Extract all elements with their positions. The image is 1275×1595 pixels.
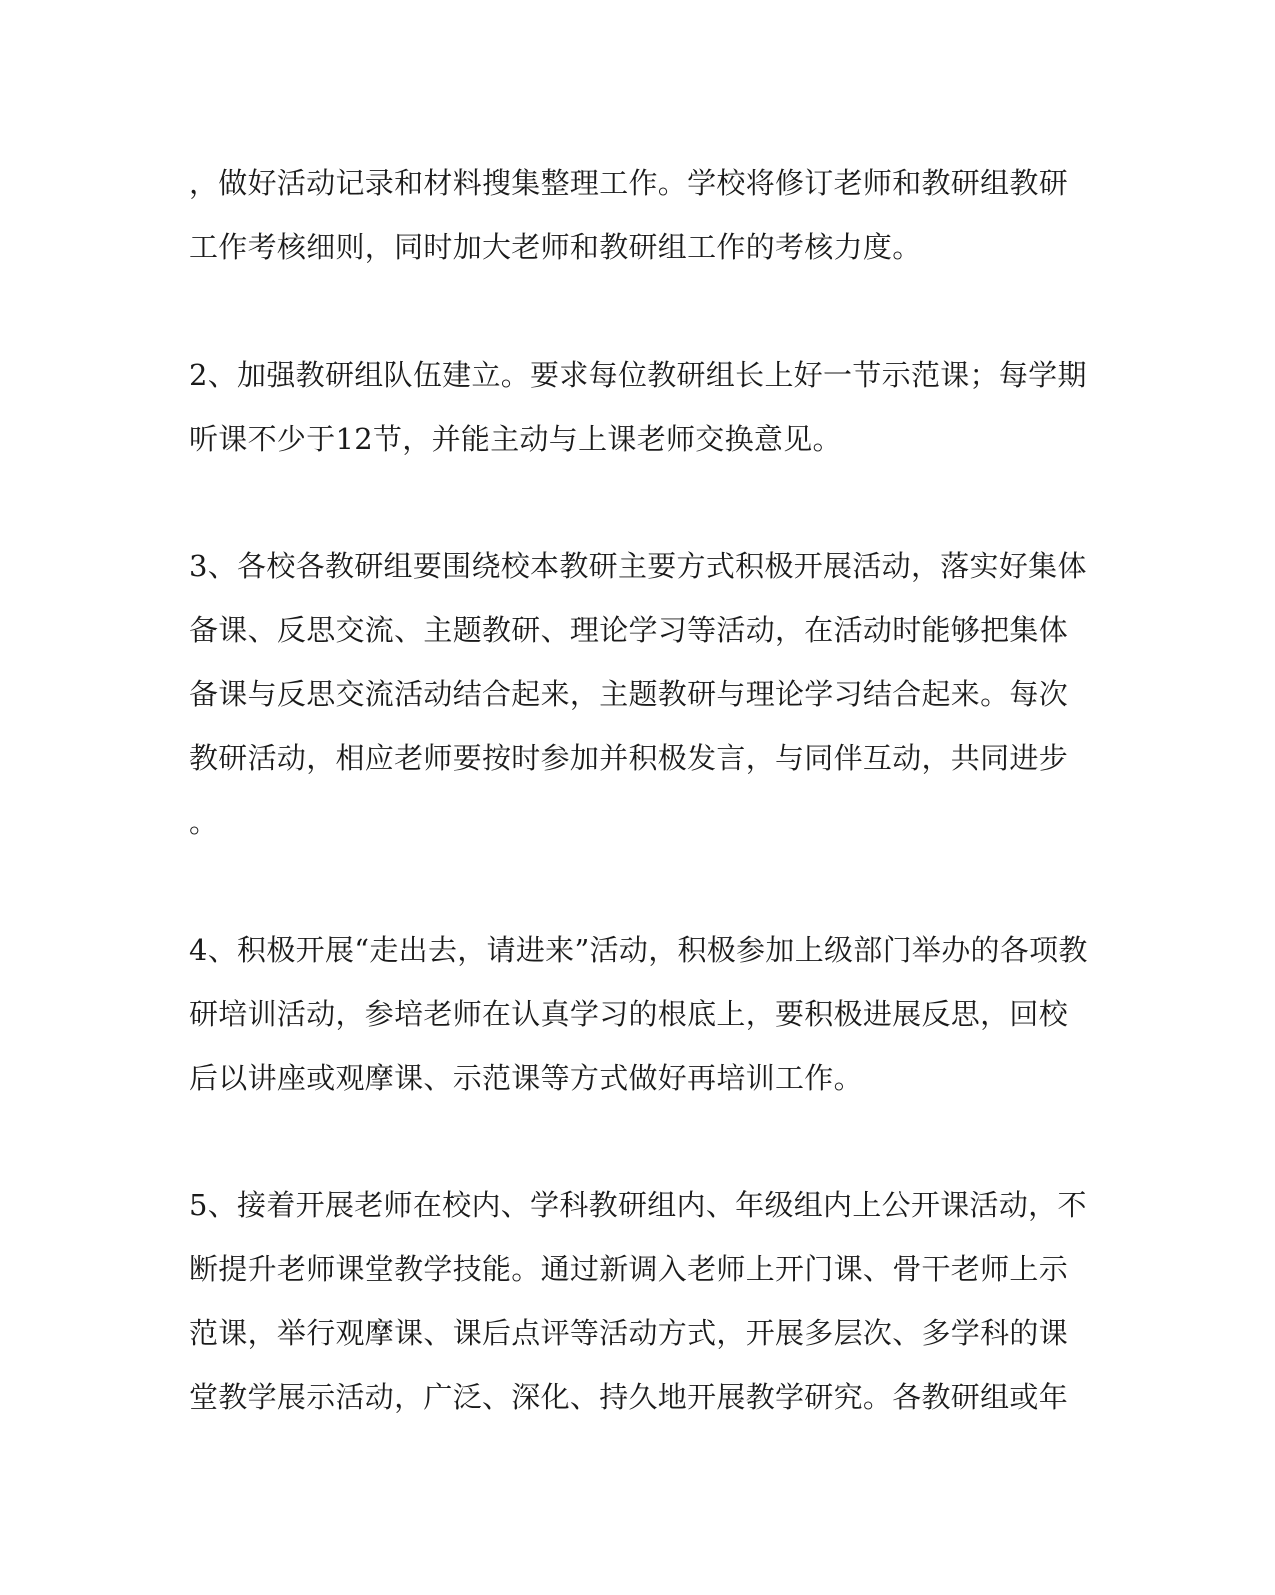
paragraph-1-line-1: ，做好活动记录和材料搜集整理工作。学校将修订老师和教研组教研 [189,166,1069,200]
paragraph-3-line-3: 备课与反思交流活动结合起来，主题教研与理论学习结合起来。每次 [189,677,1069,711]
paragraph-3-line-2: 备课、反思交流、主题教研、理论学习等活动，在活动时能够把集体 [189,613,1069,647]
paragraph-5-line-3: 范课，举行观摩课、课后点评等活动方式，开展多层次、多学科的课 [189,1316,1069,1350]
paragraph-5-line-4: 堂教学展示活动，广泛、深化、持久地开展教学研究。各教研组或年 [189,1380,1069,1414]
paragraph-2-line-2: 听课不少于12节，并能主动与上课老师交换意见。 [189,422,842,456]
paragraph-3-line-4: 教研活动，相应老师要按时参加并积极发言，与同伴互动，共同进步 [189,741,1069,775]
paragraph-4-line-3: 后以讲座或观摩课、示范课等方式做好再培训工作。 [189,1061,863,1095]
paragraph-4-line-2: 研培训活动，参培老师在认真学习的根底上，要积极进展反思，回校 [189,997,1069,1031]
paragraph-1-line-2: 工作考核细则，同时加大老师和教研组工作的考核力度。 [189,230,922,264]
paragraph-2-line-1: 2、加强教研组队伍建立。要求每位教研组长上好一节示范课；每学期 [189,358,1087,392]
paragraph-3-line-1: 3、各校各教研组要围绕校本教研主要方式积极开展活动，落实好集体 [189,549,1087,583]
paragraph-4-line-1: 4、积极开展“走出去，请进来”活动，积极参加上级部门举办的各项教 [189,933,1088,967]
paragraph-3-line-5: 。 [189,805,219,839]
paragraph-5-line-2: 断提升老师课堂教学技能。通过新调入老师上开门课、骨干老师上示 [189,1252,1069,1286]
paragraph-5-line-1: 5、接着开展老师在校内、学科教研组内、年级组内上公开课活动，不 [189,1188,1087,1222]
